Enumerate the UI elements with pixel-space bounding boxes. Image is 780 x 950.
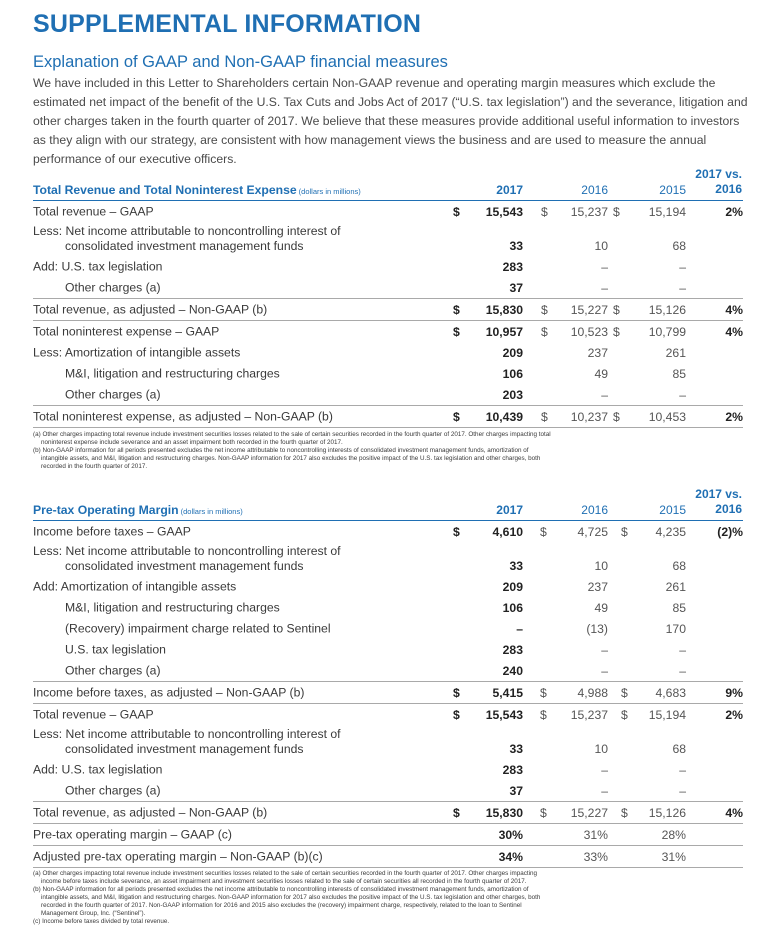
table-row bbox=[33, 521, 743, 542]
table1-footnotes bbox=[33, 431, 743, 471]
value-change: (2)% bbox=[717, 524, 743, 539]
col-header-change-line2: 2016 bbox=[715, 502, 742, 516]
row-label-line: Less: Net income attributable to noncontrolling interest of bbox=[33, 544, 341, 558]
value-2015: – bbox=[679, 663, 686, 678]
value-2016: 237 bbox=[587, 579, 608, 594]
value-2017: 15,543 bbox=[485, 707, 523, 722]
table-row bbox=[33, 384, 743, 405]
dollar-2016: $ bbox=[541, 302, 548, 317]
row-label-line: Other charges (a) bbox=[65, 280, 161, 294]
table-title bbox=[33, 503, 243, 517]
value-2017: 283 bbox=[502, 259, 523, 274]
value-2016: – bbox=[601, 259, 608, 274]
row-label bbox=[33, 544, 341, 574]
value-2016: 15,237 bbox=[570, 707, 608, 722]
value-2015: 4,235 bbox=[655, 524, 686, 539]
section-subtitle: Explanation of GAAP and Non-GAAP financial measures bbox=[33, 53, 448, 71]
table-row bbox=[33, 201, 743, 222]
value-2016: 10,237 bbox=[570, 409, 608, 424]
value-2015: 68 bbox=[672, 559, 686, 573]
row-label bbox=[65, 663, 161, 678]
value-change: 4% bbox=[725, 302, 743, 317]
value-2015: 31% bbox=[661, 849, 686, 864]
table-row bbox=[33, 759, 743, 780]
dollar-2016: $ bbox=[540, 707, 547, 722]
value-2017: 10,439 bbox=[485, 409, 523, 424]
value-2016: 10 bbox=[594, 239, 608, 253]
value-2015: 85 bbox=[672, 600, 686, 615]
value-2016: 15,237 bbox=[570, 204, 608, 219]
value-2015: – bbox=[679, 259, 686, 274]
page-title: SUPPLEMENTAL INFORMATION bbox=[33, 10, 422, 38]
table-row bbox=[33, 222, 743, 256]
table-row bbox=[33, 320, 743, 342]
row-label-line: (Recovery) impairment charge related to Sentinel bbox=[65, 621, 331, 635]
table-title-text: Total Revenue and Total Noninterest Expense bbox=[33, 183, 297, 197]
row-label bbox=[65, 621, 331, 636]
row-label-line: Pre-tax operating margin – GAAP (c) bbox=[33, 827, 232, 841]
dollar-2017: $ bbox=[453, 685, 460, 700]
col-header-2016: 2016 bbox=[581, 183, 608, 197]
row-label bbox=[65, 366, 280, 381]
col-header-change-line2: 2016 bbox=[715, 182, 742, 196]
value-2015: 15,194 bbox=[648, 204, 686, 219]
row-label-line: Total noninterest expense – GAAP bbox=[33, 324, 220, 338]
value-change: 2% bbox=[725, 409, 743, 424]
col-header-change-line1: 2017 vs. bbox=[695, 487, 742, 501]
footnote-line: (b) Non-GAAP information for all periods presented excludes the net income attributable to noncontrolling interests of consolidated investment management funds, amortization of bbox=[33, 886, 529, 893]
value-2017: 30% bbox=[498, 827, 523, 842]
row-label-line: Total revenue, as adjusted – Non-GAAP (b) bbox=[33, 805, 268, 819]
dollar-2015: $ bbox=[621, 707, 628, 722]
value-2016: – bbox=[601, 783, 608, 798]
footnote-line: Management Group, Inc. (“Sentinel”). bbox=[41, 910, 146, 917]
row-label bbox=[65, 783, 161, 798]
value-2016: 49 bbox=[594, 366, 608, 381]
footnote-line: recorded in the fourth quarter of 2017. Non-GAAP information for 2016 and 2015 also excludes the (recovery) impairment charge, respectively, related to the loan to Sentinel bbox=[41, 902, 522, 909]
value-2015: – bbox=[679, 783, 686, 798]
row-label bbox=[33, 805, 267, 820]
table-title-text: Pre-tax Operating Margin bbox=[33, 503, 179, 517]
value-2017: 37 bbox=[509, 280, 523, 295]
row-label-line: Adjusted pre-tax operating margin – Non-GAAP (b)(c) bbox=[33, 849, 323, 863]
row-label bbox=[65, 600, 280, 615]
col-header-2017: 2017 bbox=[496, 503, 523, 517]
row-label bbox=[33, 579, 236, 594]
row-label-line: Other charges (a) bbox=[65, 387, 161, 401]
value-2015: 28% bbox=[661, 827, 686, 842]
value-2015: 10,799 bbox=[648, 324, 686, 339]
row-label-line: Other charges (a) bbox=[65, 783, 161, 797]
table-row bbox=[33, 681, 743, 703]
row-label bbox=[33, 345, 240, 360]
footnote-line: (b) Non-GAAP information for all periods presented excludes the net income attributable to noncontrolling interests of consolidated investment management funds, amortization of bbox=[33, 447, 529, 454]
row-label bbox=[33, 259, 162, 274]
footnote-line: intangible assets, and M&I, litigation and restructuring charges. Non-GAAP information for 2017 also excludes the positive impact of the U.S. tax legislation and other charges, both bbox=[41, 894, 541, 901]
table-row bbox=[33, 342, 743, 363]
value-2016: 10,523 bbox=[570, 324, 608, 339]
table-row bbox=[33, 780, 743, 801]
table-row bbox=[33, 405, 743, 428]
table-row bbox=[33, 845, 743, 868]
footnote-line: noninterest expense include severance and an asset impairment both recorded in the fourth quarter of 2017. bbox=[41, 439, 343, 446]
dollar-2015: $ bbox=[613, 324, 620, 339]
row-label bbox=[33, 204, 154, 219]
table-row bbox=[33, 277, 743, 298]
col-header-change bbox=[695, 487, 742, 517]
row-label bbox=[33, 302, 267, 317]
footnote-line: (a) Other charges impacting total revenue include investment securities losses related to the sale of certain securities recorded in the fourth quarter of 2017. Other charges impacting bbox=[33, 870, 538, 877]
value-2015: 261 bbox=[665, 579, 686, 594]
col-header-change bbox=[695, 167, 742, 197]
table-row bbox=[33, 576, 743, 597]
operating-margin-table bbox=[33, 486, 743, 868]
table-row bbox=[33, 298, 743, 320]
value-2016: 10 bbox=[594, 742, 608, 756]
value-2017: 33 bbox=[509, 742, 523, 756]
dollar-2015: $ bbox=[613, 204, 620, 219]
value-2017: 106 bbox=[502, 366, 523, 381]
value-2015: 4,683 bbox=[655, 685, 686, 700]
dollar-2017: $ bbox=[453, 805, 460, 820]
value-2016: 15,227 bbox=[570, 302, 608, 317]
value-2015: 170 bbox=[665, 621, 686, 636]
value-2017: 203 bbox=[502, 387, 523, 402]
value-change: 4% bbox=[725, 324, 743, 339]
table-header bbox=[33, 166, 743, 201]
value-2017: 106 bbox=[502, 600, 523, 615]
table-row bbox=[33, 823, 743, 845]
value-2016: 33% bbox=[583, 849, 608, 864]
row-label-line: Total noninterest expense, as adjusted – Non-GAAP (b) bbox=[33, 409, 333, 423]
value-2015: 261 bbox=[665, 345, 686, 360]
value-2015: 68 bbox=[672, 239, 686, 253]
table-row bbox=[33, 363, 743, 384]
row-label bbox=[33, 409, 333, 424]
dollar-2017: $ bbox=[453, 324, 460, 339]
row-label-line: M&I, litigation and restructuring charges bbox=[65, 366, 280, 380]
unit-note: (dollars in millions) bbox=[298, 187, 361, 196]
value-2017: 15,830 bbox=[485, 302, 523, 317]
row-label bbox=[33, 224, 341, 254]
value-change: 9% bbox=[725, 685, 743, 700]
footnote-line: intangible assets, and M&I, litigation and restructuring charges. Non-GAAP information for 2017 also excludes the positive impact of the U.S. tax legislation and other charges, both bbox=[41, 455, 541, 462]
value-2016: – bbox=[601, 762, 608, 777]
row-label-line: Total revenue, as adjusted – Non-GAAP (b) bbox=[33, 302, 268, 316]
row-label-line: Income before taxes – GAAP bbox=[33, 524, 191, 538]
row-label-line: Total revenue – GAAP bbox=[33, 707, 154, 721]
row-label bbox=[33, 324, 219, 339]
value-2017: 34% bbox=[498, 849, 523, 864]
table-row bbox=[33, 801, 743, 823]
dollar-2017: $ bbox=[453, 302, 460, 317]
table-row bbox=[33, 256, 743, 277]
dollar-2016: $ bbox=[541, 324, 548, 339]
value-2015: 15,126 bbox=[648, 805, 686, 820]
row-label-line: M&I, litigation and restructuring charges bbox=[65, 600, 280, 614]
value-2017: 15,830 bbox=[485, 805, 523, 820]
dollar-2015: $ bbox=[613, 302, 620, 317]
row-label bbox=[33, 762, 162, 777]
dollar-2015: $ bbox=[621, 805, 628, 820]
value-2016: 31% bbox=[583, 827, 608, 842]
dollar-2017: $ bbox=[453, 524, 460, 539]
row-label-line: Add: U.S. tax legislation bbox=[33, 259, 163, 273]
value-2016: – bbox=[601, 663, 608, 678]
dollar-2017: $ bbox=[453, 409, 460, 424]
value-2016: 15,227 bbox=[570, 805, 608, 820]
value-2016: – bbox=[601, 387, 608, 402]
dollar-2015: $ bbox=[621, 524, 628, 539]
row-label-line: Add: U.S. tax legislation bbox=[33, 762, 163, 776]
table-row bbox=[33, 703, 743, 725]
col-header-2015: 2015 bbox=[659, 503, 686, 517]
value-2016: 237 bbox=[587, 345, 608, 360]
value-2016: (13) bbox=[586, 621, 608, 636]
value-2017: 209 bbox=[502, 579, 523, 594]
value-2017: 33 bbox=[509, 239, 523, 253]
value-2016: 49 bbox=[594, 600, 608, 615]
value-2015: – bbox=[679, 387, 686, 402]
dollar-2015: $ bbox=[613, 409, 620, 424]
row-label bbox=[65, 387, 161, 402]
row-label bbox=[33, 849, 323, 864]
row-label-line: Total revenue – GAAP bbox=[33, 204, 154, 218]
value-2017: 15,543 bbox=[485, 204, 523, 219]
dollar-2015: $ bbox=[621, 685, 628, 700]
table-row bbox=[33, 597, 743, 618]
table-row bbox=[33, 639, 743, 660]
row-label-line: Less: Net income attributable to noncontrolling interest of bbox=[33, 727, 341, 741]
intro-paragraph: We have included in this Letter to Shareholders certain Non-GAAP revenue and operating margin measures which exclude the estimated net impact of the benefit of the U.S. Tax Cuts and Jobs Act of 2017 (“U.S. tax legislation”) and the severance, litigation and other charges taken in the fourth quarter of 2017. We believe that these measures provide additional useful information to investors as they align with our strategy, are consistent with how management views the business and are used to measure the annual performance of our executive officers. bbox=[33, 76, 748, 166]
col-header-2016: 2016 bbox=[581, 503, 608, 517]
table-header bbox=[33, 486, 743, 521]
dollar-2016: $ bbox=[541, 409, 548, 424]
row-label-line: Less: Net income attributable to noncontrolling interest of bbox=[33, 224, 341, 238]
value-2017: 4,610 bbox=[492, 524, 523, 539]
col-header-change-line1: 2017 vs. bbox=[695, 167, 742, 181]
value-2017: 283 bbox=[502, 642, 523, 657]
dollar-2016: $ bbox=[541, 204, 548, 219]
value-2017: 33 bbox=[509, 559, 523, 573]
value-2015: 10,453 bbox=[648, 409, 686, 424]
value-change: 4% bbox=[725, 805, 743, 820]
value-2017: 5,415 bbox=[492, 685, 523, 700]
row-label bbox=[33, 524, 191, 539]
row-label bbox=[65, 642, 166, 657]
value-2016: 4,988 bbox=[577, 685, 608, 700]
value-2015: – bbox=[679, 762, 686, 777]
row-label-line: consolidated investment management funds bbox=[65, 742, 304, 756]
value-2017: 283 bbox=[502, 762, 523, 777]
table-row bbox=[33, 725, 743, 759]
table-body bbox=[33, 201, 743, 428]
row-label-line: Add: Amortization of intangible assets bbox=[33, 579, 237, 593]
row-label bbox=[33, 827, 232, 842]
value-2016: 10 bbox=[594, 559, 608, 573]
dollar-2017: $ bbox=[453, 707, 460, 722]
row-label-line: Less: Amortization of intangible assets bbox=[33, 345, 241, 359]
value-2017: 10,957 bbox=[485, 324, 523, 339]
table-title bbox=[33, 183, 361, 197]
footnote-line: income before taxes include severance, an asset impairment and investment securities losses related to the sale of certain securities all recorded in the fourth quarter of 2017. bbox=[41, 878, 527, 885]
row-label bbox=[33, 707, 154, 722]
row-label-line: Other charges (a) bbox=[65, 663, 161, 677]
value-2016: – bbox=[601, 280, 608, 295]
revenue-expense-table bbox=[33, 166, 743, 428]
value-change: 2% bbox=[725, 204, 743, 219]
value-2015: 15,194 bbox=[648, 707, 686, 722]
table2-footnotes bbox=[33, 870, 743, 926]
value-2017: – bbox=[516, 621, 523, 636]
dollar-2017: $ bbox=[453, 204, 460, 219]
col-header-2015: 2015 bbox=[659, 183, 686, 197]
value-2016: 4,725 bbox=[577, 524, 608, 539]
row-label-line: consolidated investment management funds bbox=[65, 239, 304, 253]
value-2017: 240 bbox=[502, 663, 523, 678]
table-row bbox=[33, 660, 743, 681]
value-change: 2% bbox=[725, 707, 743, 722]
dollar-2016: $ bbox=[540, 524, 547, 539]
dollar-2016: $ bbox=[540, 685, 547, 700]
row-label-line: U.S. tax legislation bbox=[65, 642, 166, 656]
value-2015: 68 bbox=[672, 742, 686, 756]
value-2016: – bbox=[601, 642, 608, 657]
table-body bbox=[33, 521, 743, 868]
value-2017: 37 bbox=[509, 783, 523, 798]
col-header-2017: 2017 bbox=[496, 183, 523, 197]
value-2015: – bbox=[679, 642, 686, 657]
table-row bbox=[33, 618, 743, 639]
footnote-line: recorded in the fourth quarter of 2017. bbox=[41, 463, 148, 470]
row-label bbox=[65, 280, 161, 295]
row-label bbox=[33, 685, 304, 700]
footnote-line: (c) Income before taxes divided by total revenue. bbox=[33, 918, 170, 925]
value-2015: – bbox=[679, 280, 686, 295]
dollar-2016: $ bbox=[540, 805, 547, 820]
value-2015: 15,126 bbox=[648, 302, 686, 317]
value-2017: 209 bbox=[502, 345, 523, 360]
value-2015: 85 bbox=[672, 366, 686, 381]
row-label bbox=[33, 727, 341, 757]
footnote-line: (a) Other charges impacting total revenue include investment securities losses related to the sale of certain securities recorded in the fourth quarter of 2017. Other charges impacting total bbox=[33, 431, 551, 438]
table-row bbox=[33, 542, 743, 576]
unit-note: (dollars in millions) bbox=[180, 507, 243, 516]
row-label-line: consolidated investment management funds bbox=[65, 559, 304, 573]
row-label-line: Income before taxes, as adjusted – Non-GAAP (b) bbox=[33, 685, 305, 699]
